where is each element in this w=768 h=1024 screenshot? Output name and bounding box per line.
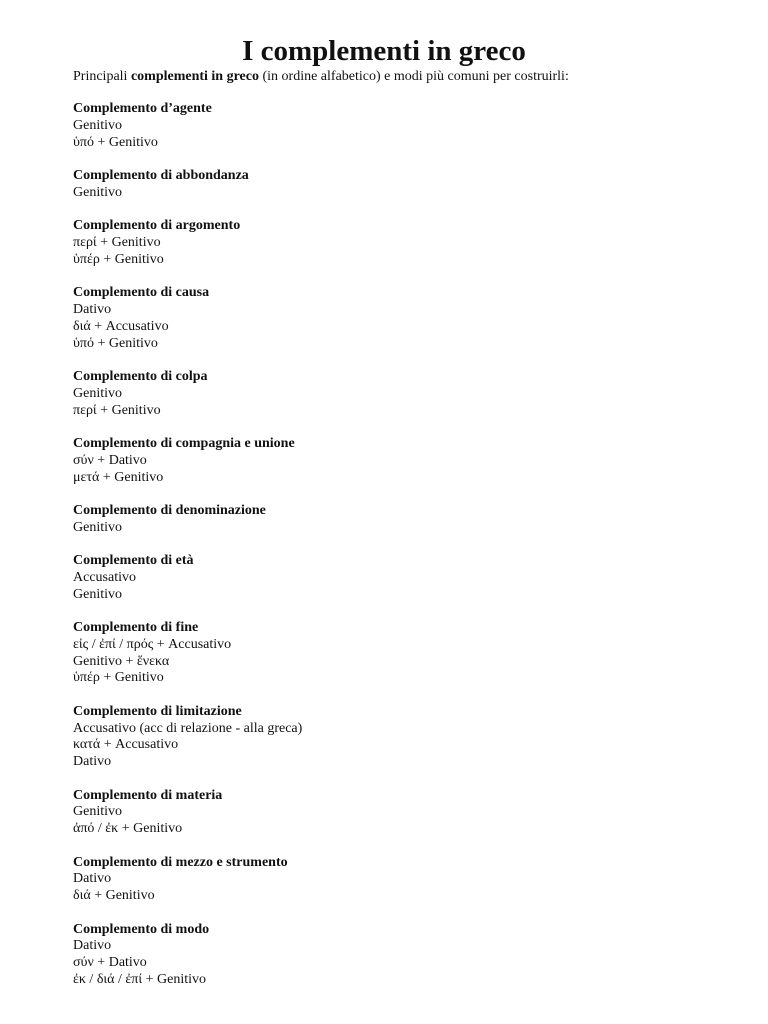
section (73, 168, 713, 202)
section-heading: Complemento d’agente (73, 101, 212, 116)
section-heading: Complemento di argomento (73, 218, 241, 234)
section (73, 704, 713, 771)
section-line: διά + Genitivo (73, 888, 155, 904)
section-line: Genitivo (73, 117, 122, 133)
section-line: μετά + Genitivo (73, 469, 164, 485)
section (73, 620, 713, 687)
intro-prefix: Principali (73, 69, 131, 84)
section-line: περί + Genitivo (73, 402, 161, 418)
section-line: ὑπέρ + Genitivo (73, 251, 164, 267)
section-line: Genitivo (73, 385, 122, 401)
section-heading: Complemento di mezzo e strumento (73, 854, 288, 870)
section-heading: Complemento di abbondanza (73, 167, 249, 183)
intro-suffix: (in ordine alfabetico) e modi più comuni per costruirli: (258, 69, 569, 84)
section (73, 553, 713, 603)
section-line: ὑπέρ + Genitivo (73, 670, 164, 686)
sections-list (73, 101, 713, 1005)
section-line: κατά + Accusativo (73, 737, 179, 753)
section-heading: Complemento di materia (73, 787, 223, 803)
section-line: ὑπό + Genitivo (73, 134, 158, 150)
section-line: Genitivo (73, 184, 122, 200)
section-line: Accusativo (73, 569, 136, 585)
section-heading: Complemento di denominazione (73, 502, 266, 518)
section (73, 855, 713, 905)
section-line: Genitivo (73, 586, 122, 602)
section-heading: Complemento di fine (73, 620, 199, 636)
section-heading: Complemento di causa (73, 285, 210, 301)
section (73, 369, 713, 419)
section-line: Accusativo (acc di relazione - alla greca) (73, 720, 303, 736)
section-heading: Complemento di compagnia e unione (73, 435, 295, 451)
section-heading: Complemento di modo (73, 921, 210, 937)
section (73, 285, 713, 352)
section-line: Genitivo + ἕνεκα (73, 653, 170, 669)
intro-bold: complementi in greco (130, 69, 259, 84)
section (73, 788, 713, 838)
intro-paragraph (73, 68, 569, 85)
section-heading: Complemento di colpa (73, 368, 208, 384)
section-heading: Complemento di età (73, 553, 194, 569)
section (73, 436, 713, 486)
section-line: περί + Genitivo (73, 234, 161, 250)
section-line: Genitivo (73, 804, 122, 820)
section (73, 101, 713, 151)
section (73, 922, 713, 989)
section-line: Dativo (73, 301, 112, 317)
section-line: Dativo (73, 754, 112, 770)
section-line: ἐκ / διά / ἐπί + Genitivo (73, 972, 207, 987)
section-heading: Complemento di limitazione (73, 703, 242, 719)
section-line: ὑπό + Genitivo (73, 335, 158, 351)
section-line: Genitivo (73, 519, 122, 535)
section (73, 503, 713, 537)
section-line: εἰς / ἐπί / πρός + Accusativo (73, 636, 232, 652)
section-line: σύν + Dativo (73, 452, 147, 468)
section-line: Dativo (73, 871, 112, 887)
page-title: I complementi in greco (242, 35, 526, 67)
section-line: σύν + Dativo (73, 955, 147, 971)
section-line: ἀπό / ἐκ + Genitivo (73, 821, 183, 837)
section-line: Dativo (73, 938, 112, 954)
section-line: διά + Accusativo (73, 318, 169, 334)
section (73, 218, 713, 268)
